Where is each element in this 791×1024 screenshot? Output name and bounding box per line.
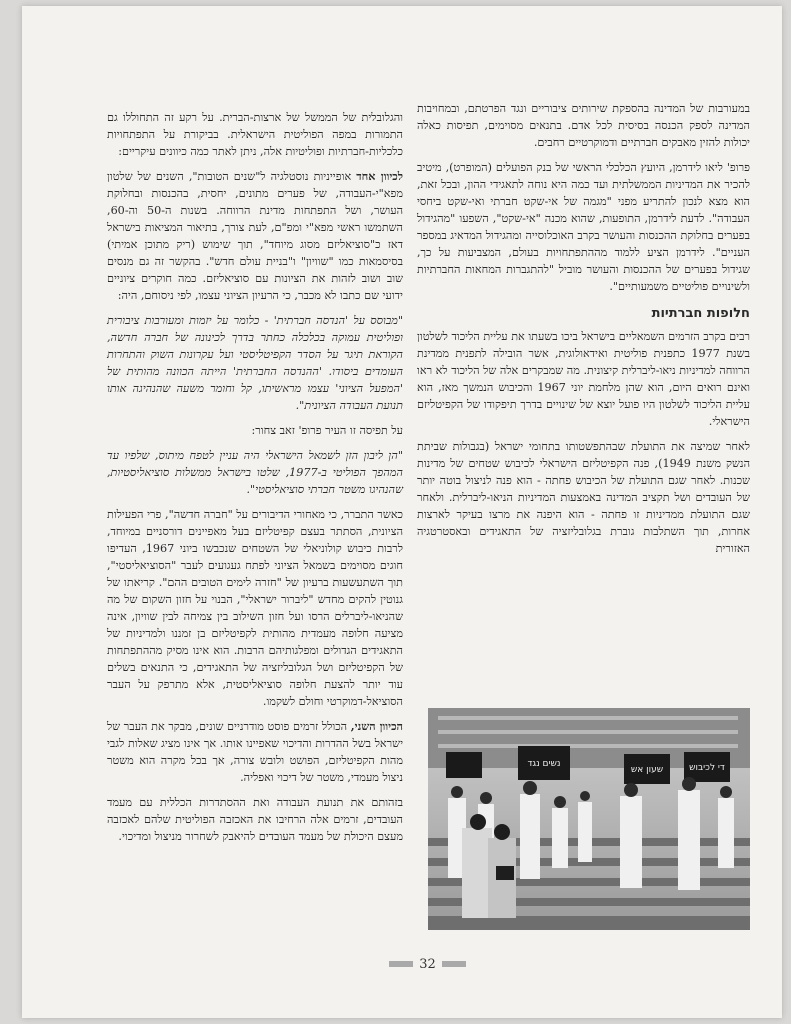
- paragraph: פרופ' ליאו לידרמן, היועץ הכלכלי הראשי של בנק הפועלים (המופרט), מיטיב להכיר את המדיניות הממשלתית ועד כמה היא נוחה לתאגידי ההון, ובכל זאת, הוא מצא לנכון להתריע מפני "מגמה של אי-שקט חברתי ואי-שקט ביחסי העבודה". לדעת לידרמן, התופעות, שהוא מכנה "אי-שקט", השפעו "מהגידול בפערים בחלוקת ההכנסות והעושר בקרב האוכלוסייה ומהגידול המדאיג במספר העניים". לידרמן הציע ללמוד מההתפתחויות בעולם, המצביעות על כך, שגידול בפערים של ההכנסות והעושר מוביל "להתגברות המחאות החברתיות ולשינויים פוליטיים משמעותיים".: [417, 161, 750, 293]
- paragraph-text: הכולל זרמים פוסט מודרניים שונים, מבקר את העבר של ישראל בשל ההדרות והדיכוי שאפיינו אותו. אך אינו מציג שאלות לגבי מהות הקפיטליזם, הפושט ולובש צורה, אך בכל מקרה הוא משטר ניצול מעמדי, משטר של דיכוי ואפליה.: [107, 720, 403, 784]
- protest-sign: [518, 746, 570, 780]
- paragraph: לאחר שמיצה את התועלת שבהתפשטותו בתחומי ישראל (בגבולות שביתת הנשק משנת 1949), פנה הקפיטליזם הישראלי לכיבוש שטחים של מדינות שכנות. לאחר שגם התועלת של הכיבוש פחתה - הוא פנה לניצול בוטה יותר של העובדים ושל תקציב המדינה באמצעות המדיניות הניאו-ליברלית. ולאחר שגם התועלת ממדיניות זו פחתה - הוא היפנה את מרצו בעיקר לארצות אחרות, תוך השתלבות גוברת בגלובליזציה של התאגידים ובאסטרטגיה האזורית: [417, 440, 750, 555]
- protest-sign: [624, 754, 670, 784]
- footer-bar-right: [442, 961, 466, 967]
- lead-phrase: לכיוון אחד: [356, 169, 404, 183]
- paragraph: על תפיסה זו העיר פרופ' זאב צחור:: [251, 424, 403, 437]
- svg-text:די לכיבוש: די לכיבוש: [689, 763, 725, 773]
- paragraph: [107, 168, 403, 304]
- paragraph: כאשר התברר, כי מאחורי הדיבורים על "חברה חדשה", פרי הפעילות הציונית, הסתתר בעצם קפיטליזם בעל מאפיינים דורסניים במיוחד, לרבות כיבוש קולוניאלי של השטחים שנכבשו ביוני 1967, העדיפו חוגים מסוימים בשמאל הציוני לפתח געגועים לעבר "הסוציאליסטי", תוך השתעשעות ברעיון של "חזרה לימים הטובים ההם". קריאתו של גנוטין להקים מחדש "ליברור ישראלי", הבנוי על חזון השקום של מה שהניאו-ליברלים הרסו ועל חזון השילוב בין צמיחה לבין שוויון, אינה מציעה חלופה מעמדית מהותית לקפיטליזם בן זמננו ולמדיניות של התאגידים הגדולים ומפלגותיהם הרבות. הוא אינו מסיק מההתפתחות של הקפיטליזם ושל הגלובליזציה של התאגידים, כי התנאים בשלים עוד יותר להצעת חלופה סוציאליסטית, אלא מתרפק על העבר הסוציאל-דמוקרטי וחולם לשקמו.: [107, 508, 403, 708]
- protest-photo: [428, 708, 750, 930]
- protest-sign: [446, 752, 482, 778]
- section-heading: חלופות חברתיות: [651, 306, 750, 321]
- lead-phrase: הכיוון השני,: [350, 719, 403, 733]
- paragraph: רבים בקרב הזרמים השמאליים בישראל ביכו בשעתו את עליית הליכוד לשלטון בשנת 1977 כתפנית פוליטית ואידאולוגית, אשר הובילה לתפנית ממדינת הרווחה למדיניות ניאו-ליברלית קיצונית. מה שמבקרים אלה של הליכוד לא ראו ואינם רואים היום, הוא שהן מלחמת יוני 1967 והכיבוש הנמשך מאז, הוא עליית הליכוד לשלטון היו פועל יוצא של שינויים בדרך תיפקודו של הקפיטליזם הישראלי.: [417, 330, 750, 428]
- page-number: 32: [419, 956, 436, 972]
- document-page: [22, 6, 782, 1018]
- protest-photo-illustration: [428, 708, 750, 930]
- paragraph: במעורבות של המדינה בהספקת שירותים ציבוריים ונגד הפרטתם, ובמחויבות המדינה לספק הכנסה בסיסית לכל אדם. בתנאים מסוימים, תפיסות כאלה יכולות להזין מאבקים חברתיים ודמוקרטיים רחבים.: [417, 102, 750, 149]
- paragraph: [107, 718, 403, 786]
- paragraph: והגלובלית של הממשל של ארצות-הברית. על רקע זה התחוללו גם התמורות במפה הפוליטית הישראלית. בביקורת על התפתחויות כלכליות-חברתיות ופוליטיות אלה, ניתן לאתר כמה כיוונים עיקריים:: [107, 111, 403, 158]
- block-quote: "מבוסס על 'הנדסה חברתית' - כלומר על יזמות ומעורבות ציבורית ופוליטית עמוקה בכלכלה כחתר בדרך לכינונה של חברה חדשה, הקוראת תיגר על הסדר הקפיטליסטי ועל עקרונות השוק והתחרות העומדים ביסודו. 'ההנדסה החברתית' הייתה הכוונה מהותית של 'המפעל הציוני' עצמו מראשיתו, קל וחומר משעה שהנהיגה אותו תנועת העבודה הציונית".: [107, 314, 403, 412]
- block-quote: "הן ליבון הזן לשמאל הישראלי היה עניין לטפח מיתוס, שלפיו עד המהפך הפוליטי ב-1977, שלטו בישראל ממשלות סוציאליסטיות, שהנהיגו משטר חברתי סוציאליסטי".: [107, 449, 403, 496]
- paragraph-text: אופייניות נוסטלגיה ל"שנים הטובות", השנים של שלטון מפא"י-העבודה, של פערים מתונים, יחסית, בהכנסות ובחלוקת העושר, ושל התפתחות מדינת הרווחה. בשנות ה-50 וה-60, השתמשו ראשי מפא"י ומפ"ם, לעת צורך, בתיאור המציאות בישראל דאז כ"סוציאליזם מסוג מיוחד", תוך שימוש (ריק מתוכן אמיתי) בסיסמאות כמו "שוויון" ו"בניית עולם חדש". בהקשר זה גם מנסים שוב ושוב לזהות את הציונות עם סוציאליזם. כמה חוקרים ציוניים ידועי שם כתבו לא מכבר, כי הרעיון הציוני עצמו, לפי ניסוחם, היה:: [107, 170, 404, 302]
- right-text-column: [417, 100, 750, 565]
- paragraph: בזהותם את תנועת העבודה ואת ההסתדרות הכללית עם מעמד העובדים, זרמים אלה הרחיבו את האכזבה הפוליטית שלהם לאכזבה מעצם היכולת של מעמד העובדים להיאבק לשחרור מניצול ומדיכוי.: [107, 796, 403, 843]
- footer-bar-left: [389, 961, 413, 967]
- svg-text:נשים נגד: נשים נגד: [527, 759, 561, 769]
- page-footer: [380, 954, 475, 974]
- left-text-column: [107, 109, 403, 853]
- svg-text:שעון אש: שעון אש: [630, 765, 664, 775]
